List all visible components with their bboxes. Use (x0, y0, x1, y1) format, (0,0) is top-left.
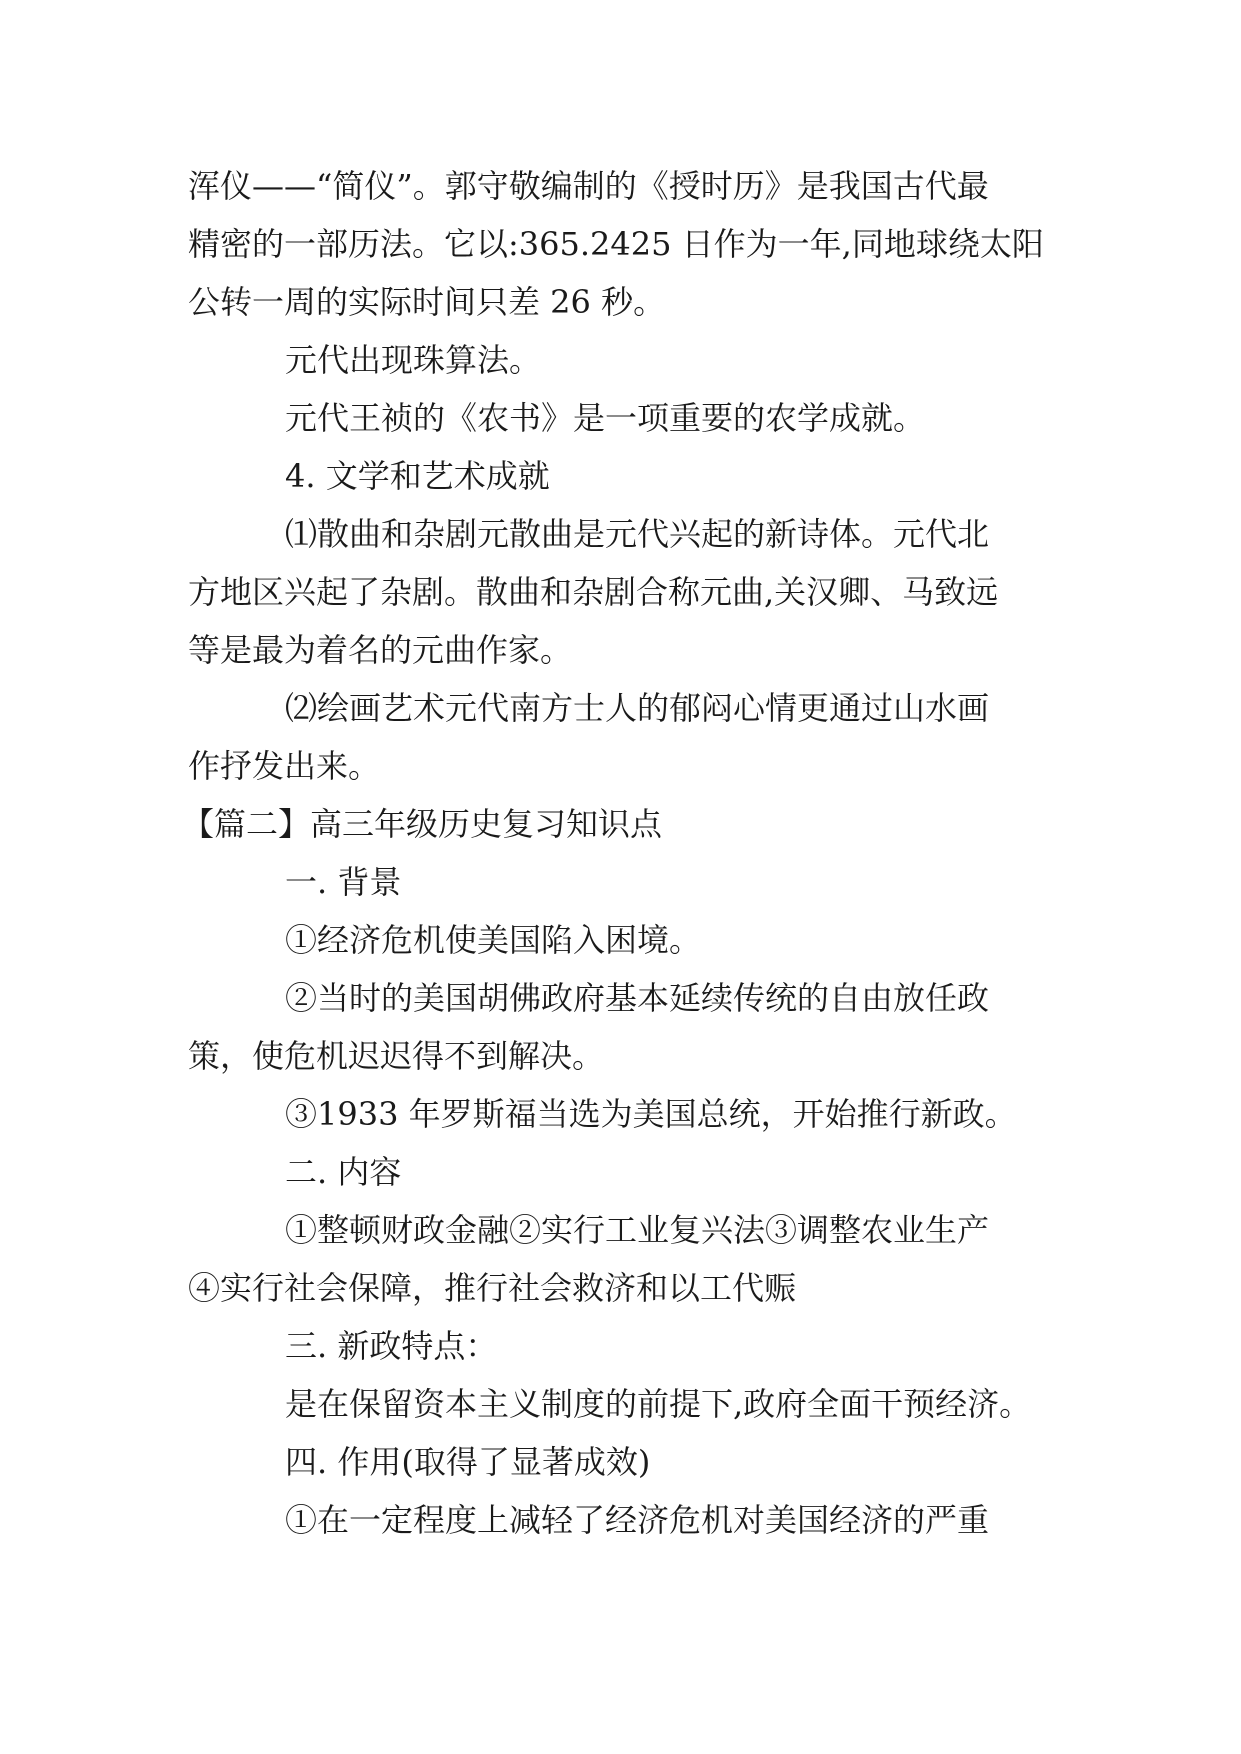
section-heading: 4. 文学和艺术成就 (285, 457, 550, 495)
section-heading: 二. 内容 (285, 1153, 402, 1191)
text-line: ①在一定程度上减轻了经济危机对美国经济的严重 (285, 1501, 990, 1539)
text-line: 等是最为着名的元曲作家。 (188, 631, 573, 669)
text-line: ⑴散曲和杂剧元散曲是元代兴起的新诗体。元代北 (285, 515, 990, 553)
text-line: 浑仪——“简仪”。郭守敬编制的《授时历》是我国古代最 (188, 167, 989, 205)
text-line: 精密的一部历法。它以:365.2425 日作为一年,同地球绕太阳 (188, 225, 1044, 263)
text-line: ④实行社会保障，推行社会救济和以工代赈 (188, 1269, 797, 1307)
text-line: 元代王祯的《农书》是一项重要的农学成就。 (285, 399, 926, 437)
text-line: 方地区兴起了杂剧。散曲和杂剧合称元曲,关汉卿、马致远 (188, 573, 999, 611)
text-line: 策，使危机迟迟得不到解决。 (188, 1037, 605, 1075)
text-line: ⑵绘画艺术元代南方士人的郁闷心情更通过山水画 (285, 689, 990, 727)
document-body (182, 157, 1058, 1549)
section-heading: 四. 作用(取得了显著成效) (285, 1443, 651, 1481)
section-heading: 三. 新政特点： (285, 1327, 498, 1365)
text-line: 元代出现珠算法。 (285, 341, 542, 379)
text-line: 是在保留资本主义制度的前提下,政府全面干预经济。 (285, 1385, 1032, 1423)
section-heading: 一. 背景 (285, 863, 402, 901)
text-line: ①整顿财政金融②实行工业复兴法③调整农业生产 (285, 1211, 990, 1249)
text-line: ①经济危机使美国陷入困境。 (285, 921, 702, 959)
part-title: 【篇二】高三年级历史复习知识点 (182, 805, 663, 843)
text-line: 作抒发出来。 (188, 747, 381, 785)
text-line: ③1933 年罗斯福当选为美国总统，开始推行新政。 (285, 1095, 1017, 1133)
text-line: ②当时的美国胡佛政府基本延续传统的自由放任政 (285, 979, 990, 1017)
text-line: 公转一周的实际时间只差 26 秒。 (188, 283, 666, 321)
